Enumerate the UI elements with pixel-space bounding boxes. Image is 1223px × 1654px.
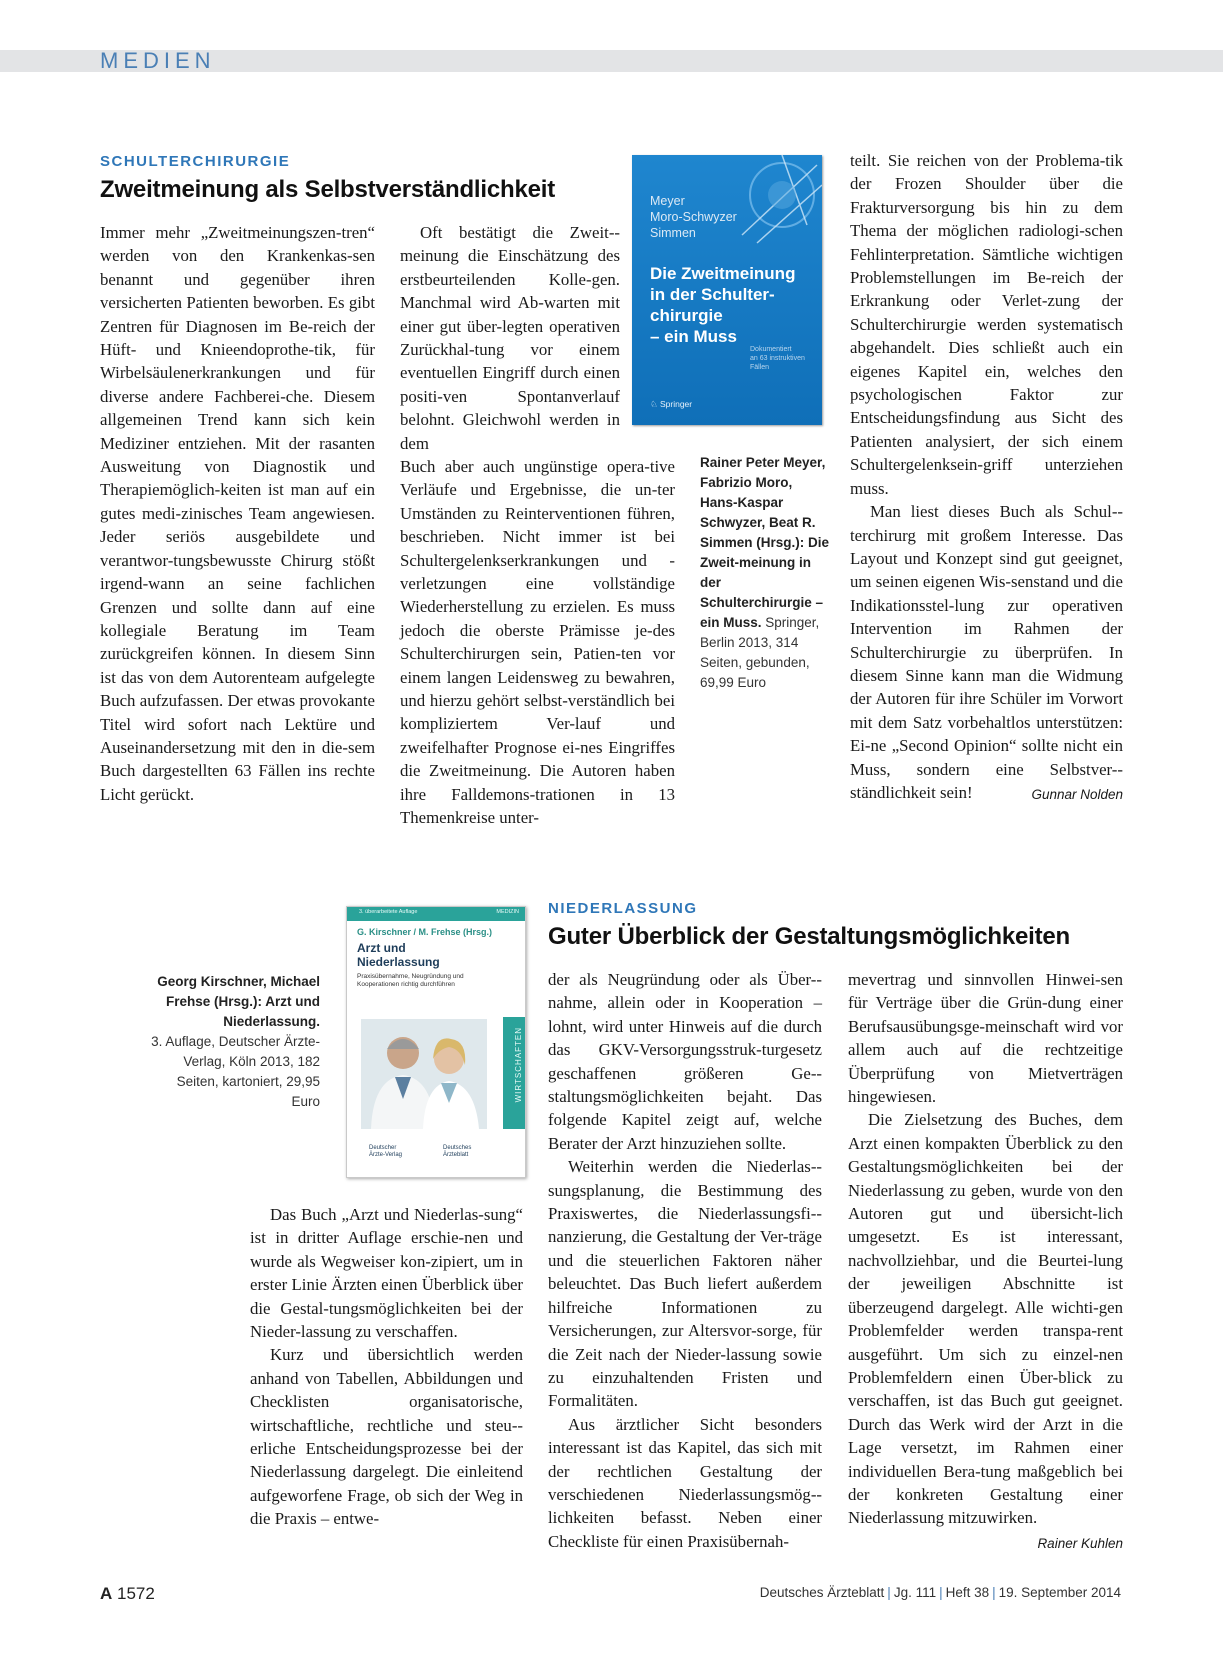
cover-subtitle-line: Kooperationen richtig durchführen xyxy=(357,981,455,988)
publisher-line: Deutscher xyxy=(369,1145,397,1151)
page-prefix: A xyxy=(100,1584,113,1603)
footer-volume: Jg. 111 xyxy=(893,1585,937,1600)
article2-paragraph: der als Neugründung oder als Über-nahme, allein oder in Kooperation – lohnt, wird unter Hinweis auf die durch das GKV-Versorgungsstruk-turgesetz geschaffenen größeren Ge-staltungsmöglichkeiten bejaht. Das folgende Kapitel zeigt auf, welche Berater der Arzt hinzuziehen sollte. xyxy=(548,970,822,1153)
article1-headline: Zweitmeinung als Selbstverständlichkeit xyxy=(100,176,555,203)
article1-column-3 xyxy=(850,149,1123,806)
book-cover-arzt-niederlassung xyxy=(346,906,526,1178)
article2-headline: Guter Überblick der Gestaltungsmöglichkeiten xyxy=(548,923,1070,950)
footer-journal: Deutsches Ärzteblatt xyxy=(759,1585,885,1600)
publisher-name: Springer xyxy=(659,399,693,409)
section-label: MEDIEN xyxy=(100,48,216,73)
cover-subtitle-line: an 63 instruktiven xyxy=(750,355,805,362)
publisher-line: Deutsches xyxy=(443,1145,472,1151)
publisher-line: Ärzteblatt xyxy=(443,1152,469,1158)
article2-column-1 xyxy=(250,1203,523,1531)
article1-column-2b xyxy=(400,455,675,830)
footer-separator: | xyxy=(887,1585,891,1600)
footer-separator: | xyxy=(939,1585,943,1600)
cover-title-line: Arzt und xyxy=(357,941,406,955)
article2-paragraph: Weiterhin werden die Niederlas-sungsplanung, die Bestimmung des Praxiswertes, die Niederlassungsfi-nanzierung, die Gestaltung der Ver-träge und die steuerlichen Faktoren näher beleuchtet. Das Buch liefert außerdem hilfreiche Informationen zu Versicherungen, zur Altersvor-sorge, für die Zeit nach der Nieder-lassung sowie zu einzuhaltenden Fristen und Formalitäten. xyxy=(548,1157,822,1411)
article2-kicker: NIEDERLASSUNG xyxy=(548,900,698,917)
cover-subtitle xyxy=(357,973,464,989)
cover-publisher-2 xyxy=(443,1145,471,1159)
cover-subtitle-line: Fällen xyxy=(750,364,770,371)
cover-publisher xyxy=(650,399,692,410)
cover-title-line: in der Schulter- xyxy=(650,285,775,304)
article2-book-caption xyxy=(150,972,320,1112)
article1-paragraph: Immer mehr „Zweitmeinungszen-tren“ werden von den Krankenkas-sen benannt und gegenüber ihren versicherten Patienten beworben. Es gibt Zentren für Diagnosen im Be-reich der Hüft- und Knieendoprothe-tik, für Wirbelsäulenerkrankungen und für diverse andere Fachberei-che. Diesem allgemeinen Trend kann sich kein Mediziner entziehen. Mit der rasanten Ausweitung von Diagnostik und Therapiemöglich-keiten ist man auf ein gutes medi-zinisches Team angewiesen. Jeder seriös ausgebildete und verantwor-tungsbewusste Chirurg stößt irgend-wann an seine fachlichen Grenzen und sollte dann auf eine kollegiale Beratung im Team zurückgreifen können. In diesem Sinn ist das von dem Autorenteam aufgelegte Buch aufzufassen. Der etwas provokante Titel wird sofort nach Lektüre und Auseinandersetzung mit den in die-sem Buch dargestellten 63 Fällen ins rechte Licht gerückt. xyxy=(100,223,375,804)
article2-column-3 xyxy=(848,968,1123,1555)
caption-book-details: 3. Auflage, Deutscher Ärzte-Verlag, Köln 2013, 182 Seiten, kartoniert, 29,95 Euro xyxy=(151,1034,320,1109)
cover-authors: G. Kirschner / M. Frehse (Hrsg.) xyxy=(357,927,493,937)
cover-author: Moro-Schwyzer xyxy=(650,210,737,224)
article1-paragraph: Buch aber auch ungünstige opera-tive Verläufe und Ergebnisse, die un-ter Umständen zu Reinterventionen führen, beschrieben. Nicht immer ist bei Schultergelenkserkrankungen und -verletzungen eine vollständige Wiederherstellung zu erzielen. Es muss jedoch die oberste Prämisse je-des Schulterchirurgen sein, Patien-ten vor einem langen Leidensweg zu bewahren, und hierzu gehört selbst-verständlich bei kompliziertem Ver-lauf und zweifelhafter Prognose ei-nes Eingriffes die Zweitmeinung. Die Autoren haben ihre Falldemons-trationen in 13 Themenkreise unter- xyxy=(400,457,675,828)
cover-authors xyxy=(650,193,737,241)
cover-author: Meyer xyxy=(650,194,685,208)
article2-paragraph: Kurz und übersichtlich werden anhand von Tabellen, Abbildungen und Checklisten organisatorische, wirtschaftliche, rechtliche und steu-erliche Entscheidungsprozesse bei der Niederlassung dargelegt. Die einleitend aufgeworfene Frage, ob sich der Weg in die Praxis – entwe- xyxy=(250,1345,523,1529)
article2-column-2 xyxy=(548,968,822,1553)
caption-book-title: Georg Kirschner, Michael Frehse (Hrsg.): Arzt und Niederlassung. xyxy=(157,974,320,1029)
footer-citation xyxy=(760,1585,1121,1600)
cover-title-line: Die Zweitmeinung xyxy=(650,264,796,283)
cover-title-line: – ein Muss xyxy=(650,327,737,346)
article2-paragraph: Das Buch „Arzt und Niederlas-sung“ ist in dritter Auflage erschie-nen und wurde als Wegweiser kon-zipiert, um in erster Linie Ärzten einen Überblick über die Gestal-tungsmöglichkeiten bei der Nieder-lassung zu verschaffen. xyxy=(250,1205,523,1342)
article1-column-2a xyxy=(400,221,620,455)
article2-paragraph-text: Die Zielsetzung des Buches, dem Arzt einen kompakten Überblick zu den Gestaltungsmöglichkeiten bei der Niederlassung zu geben, wurde von den Autoren gut und übersicht-lich umgesetzt. Es ist interessant, nachvollziehbar, und die Beurtei-lung der jeweiligen Abschnitte ist überzeugend dargelegt. Alle wichti-gen Problemfelder werden transpa-rent ausgeführt. Um sich zu einzel-nen Problemfeldern einen Über-blick zu verschaffen, ist das Buch gut geeignet. Durch das Werk wird der Arzt in die Lage versetzt, im Rahmen einer individuellen Bera-tung maßgeblich bei der konkreten Gestaltung einer Niederlassung mitzuwirken. xyxy=(848,1110,1123,1528)
article2-paragraph xyxy=(848,1108,1123,1551)
article1-paragraph: Oft bestätigt die Zweit-meinung die Einschätzung des erstbeurteilenden Kolle-gen. Manchmal wird Ab-warten mit einer gut über-legten operativen Zurückhal-tung vor einem eventuellen Eingriff durch einen positi-ven Spontanverlauf belohnt. Gleichwohl werden in dem xyxy=(400,223,620,453)
publisher-line: Ärzte-Verlag xyxy=(369,1152,403,1158)
cover-subtitle-line: Dokumentiert xyxy=(750,346,792,353)
cover-title xyxy=(650,263,795,347)
cover-subtitle xyxy=(750,345,805,372)
page-number xyxy=(100,1584,155,1604)
article1-column-1 xyxy=(100,221,375,806)
cover-title-line: Niederlassung xyxy=(357,955,440,969)
article1-paragraph xyxy=(850,500,1123,804)
cover-photo-doctors xyxy=(361,1019,487,1129)
footer-separator: | xyxy=(992,1585,996,1600)
cover-side-text: WIRTSCHAFTEN xyxy=(514,1027,523,1103)
page-number-value: 1572 xyxy=(117,1584,155,1603)
article1-kicker: SCHULTERCHIRURGIE xyxy=(100,153,291,170)
cover-title-line: chirurgie xyxy=(650,306,723,325)
cover-publisher-1 xyxy=(369,1145,402,1159)
springer-logo-icon: ♘ xyxy=(650,399,660,409)
cover-author: Simmen xyxy=(650,226,696,240)
article2-signature: Rainer Kuhlen xyxy=(1037,1535,1123,1551)
caption-book-details: Springer, Berlin 2013, 314 Seiten, gebunden, 69,99 Euro xyxy=(700,615,820,690)
book-cover-schulterchirurgie xyxy=(632,155,822,425)
article1-book-caption xyxy=(700,453,830,693)
caption-book-title: Rainer Peter Meyer, Fabrizio Moro, Hans-Kaspar Schwyzer, Beat R. Simmen (Hrsg.): Die Zweit-meinung in der Schulterchirurgie – ein Muss. xyxy=(700,455,830,630)
cover-title xyxy=(357,941,440,969)
article1-paragraph-text: Man liest dieses Buch als Schul-terchirurg mit großem Interesse. Das Layout und Konzept sind gut geeignet, um seinen eigenen Wis-senstand und die Indikationsstel-lung zur operativen Intervention im Rahmen der Schulterchirurgie zu überprüfen. In diesem Sinne kann man die Widmung der Autoren für ihre Schüler im Vorwort mit dem Satz vorbehaltlos unterstützen: Ei-ne „Second Opinion“ sollte nicht ein Muss, sondern eine Selbstver-ständlichkeit sein! xyxy=(850,502,1123,802)
cover-tag: MEDIZIN xyxy=(496,909,519,915)
article2-paragraph: Aus ärztlicher Sicht besonders interessant ist das Kapitel, das sich mit der rechtlichen Gestaltung der verschiedenen Niederlassungsmög-lichkeiten befasst. Neben einer Checkliste für einen Praxisübernah- xyxy=(548,1414,822,1551)
article1-signature: Gunnar Nolden xyxy=(1031,786,1123,802)
article1-paragraph: teilt. Sie reichen von der Problema-tik der Frozen Shoulder über die Frakturversorgung bis hin zu dem Thema der möglichen radiologi-schen Fehlinterpretation. Sämtliche wichtigen Problemstellungen im Be-reich der Erkrankung oder Verlet-zung der Schulterchirurgie werden systematisch abgehandelt. Dies schließt auch ein eigenes Kapitel ein, welches den psychologischen Faktor zur Entscheidungsfindung aus Sicht des Patienten analysiert, der sich einem Schultergelenksein-griff unterziehen muss. xyxy=(850,151,1123,498)
footer-issue: Heft 38 xyxy=(945,1585,990,1600)
cover-subtitle-line: Praxisübernahme, Neugründung und xyxy=(357,973,464,980)
cover-edition: 3. überarbeitete Auflage xyxy=(359,909,418,915)
footer-date: 19. September 2014 xyxy=(998,1585,1121,1600)
article2-paragraph: mevertrag und sinnvollen Hinwei-sen für Verträge über die Grün-dung einer Berufsausübungsge-meinschaft wird vor allem auch auf die rechtzeitige Überprüfung von Mietverträgen hingewiesen. xyxy=(848,970,1123,1107)
